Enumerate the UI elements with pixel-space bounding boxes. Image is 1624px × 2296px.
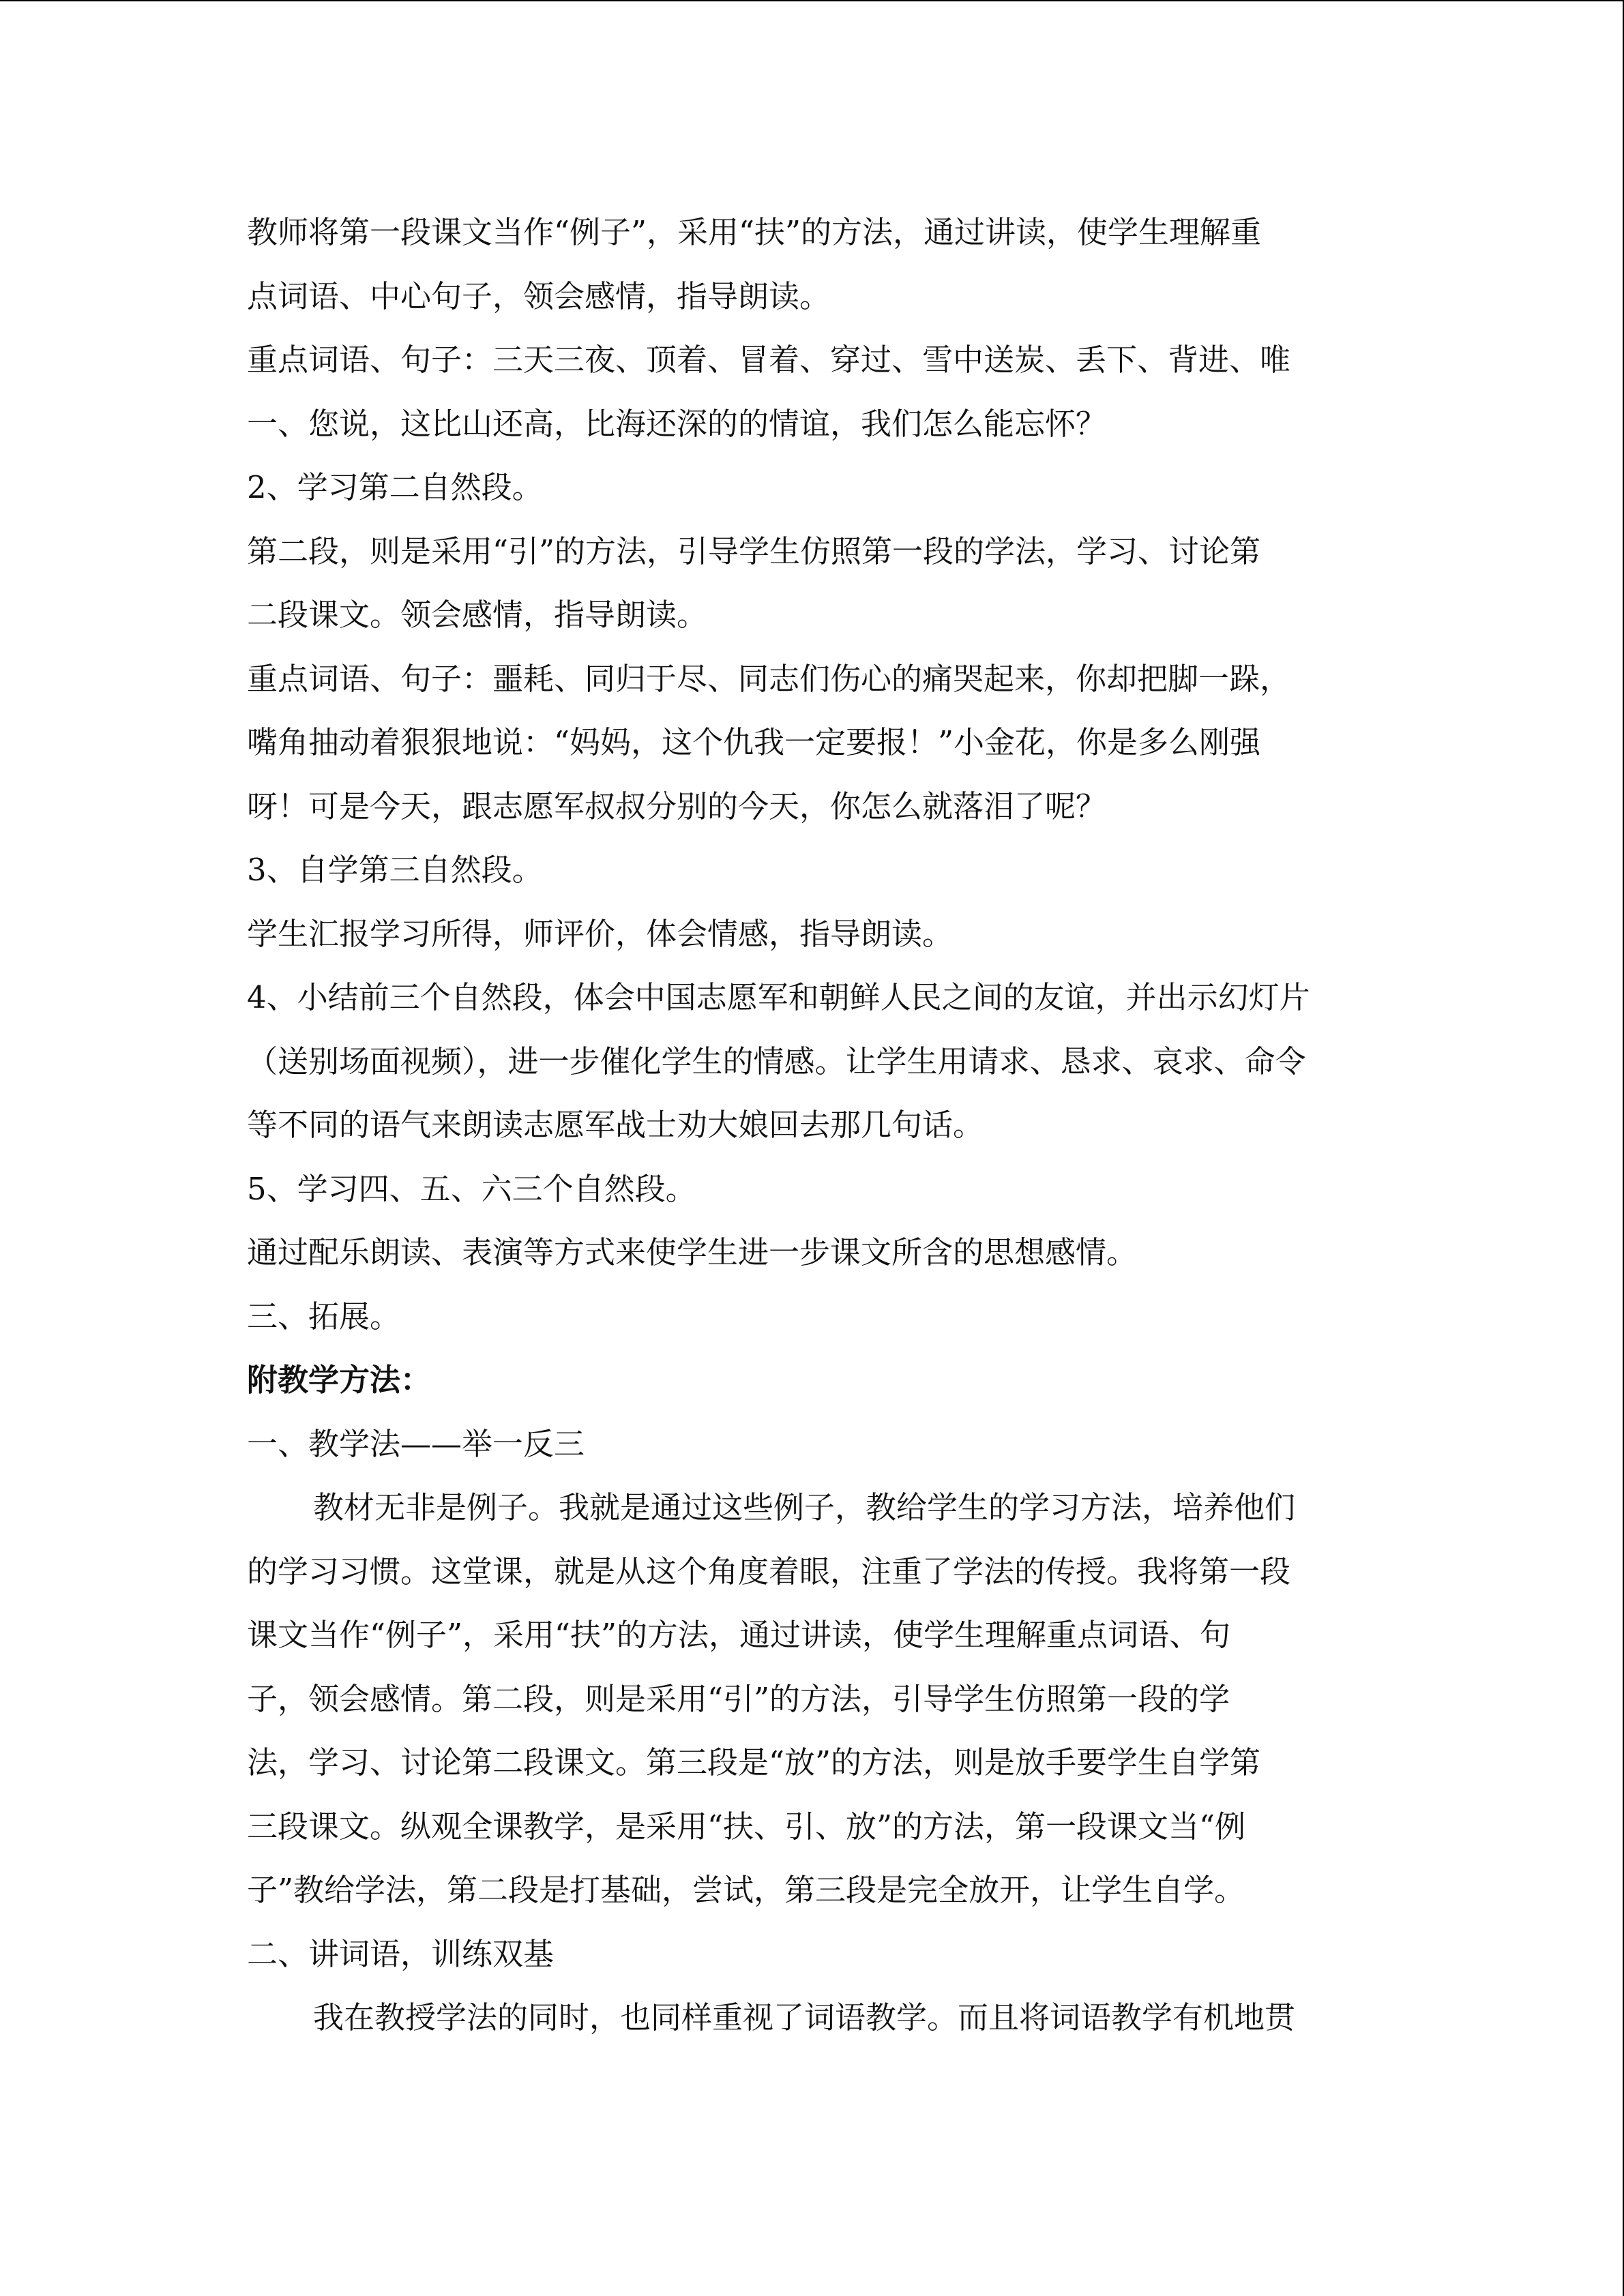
text-line: 第二段，则是采用“引”的方法，引导学生仿照第一段的学法，学习、讨论第: [247, 533, 1261, 569]
text-line: 二段课文。领会感情，指导朗读。: [247, 597, 708, 633]
text-line: 教师将第一段课文当作“例子”，采用“扶”的方法，通过讲读，使学生理解重: [247, 214, 1262, 250]
text-line: 子，领会感情。第二段，则是采用“引”的方法，引导学生仿照第一段的学: [247, 1680, 1230, 1717]
text-line: （送别场面视频），进一步催化学生的情感。让学生用请求、恳求、哀求、命令: [247, 1043, 1306, 1079]
text-line: 教材无非是例子。我就是通过这些例子，教给学生的学习方法，培养他们: [313, 1489, 1296, 1525]
text-line: 子”教给学法，第二段是打基础，尝试，第三段是完全放开，让学生自学。: [247, 1872, 1245, 1908]
text-line: 5、学习四、五、六三个自然段。: [247, 1170, 696, 1207]
text-line: 法，学习、讨论第二段课文。第三段是“放”的方法，则是放手要学生自学第: [247, 1744, 1261, 1780]
text-line: 呀！可是今天，跟志愿军叔叔分别的今天，你怎么就落泪了呢？: [247, 788, 1107, 824]
text-line: 三段课文。纵观全课教学，是采用“扶、引、放”的方法，第一段课文当“例: [247, 1808, 1246, 1845]
text-line: 课文当作“例子”，采用“扶”的方法，通过讲读，使学生理解重点词语、句: [247, 1617, 1231, 1653]
text-line: 点词语、中心句子，领会感情，指导朗读。: [247, 278, 831, 314]
text-line: 嘴角抽动着狠狠地说：“妈妈，这个仇我一定要报！”小金花，你是多么刚强: [247, 724, 1261, 760]
document-body: [247, 200, 1379, 2050]
text-line: 一、教学法——举一反三: [247, 1425, 585, 1462]
text-line: 一、您说，这比山还高，比海还深的的情谊，我们怎么能忘怀？: [247, 405, 1107, 442]
text-line: 的学习习惯。这堂课，就是从这个角度着眼，注重了学法的传授。我将第一段: [247, 1553, 1291, 1590]
text-line: 2、学习第二自然段。: [247, 469, 543, 505]
text-line: 重点词语、句子：三天三夜、顶着、冒着、穿过、雪中送炭、丢下、背进、唯: [247, 342, 1291, 378]
text-line: 通过配乐朗读、表演等方式来使学生进一步课文所含的思想感情。: [247, 1234, 1138, 1270]
text-line: 4、小结前三个自然段，体会中国志愿军和朝鲜人民之间的友谊，并出示幻灯片: [247, 979, 1310, 1015]
text-line: 学生汇报学习所得，师评价，体会情感，指导朗读。: [247, 915, 954, 952]
text-line: 三、拓展。: [247, 1298, 401, 1335]
text-line: 我在教授学法的同时，也同样重视了词语教学。而且将词语教学有机地贯: [313, 1999, 1296, 2036]
text-line: 重点词语、句子：噩耗、同归于尽、同志们伤心的痛哭起来，你却把脚一跺，: [247, 660, 1291, 697]
section-heading: 附教学方法：: [247, 1362, 432, 1398]
text-line: 3、自学第三自然段。: [247, 852, 543, 888]
text-line: 等不同的语气来朗读志愿军战士劝大娘回去那几句话。: [247, 1107, 984, 1143]
text-line: 二、讲词语，训练双基: [247, 1935, 555, 1972]
